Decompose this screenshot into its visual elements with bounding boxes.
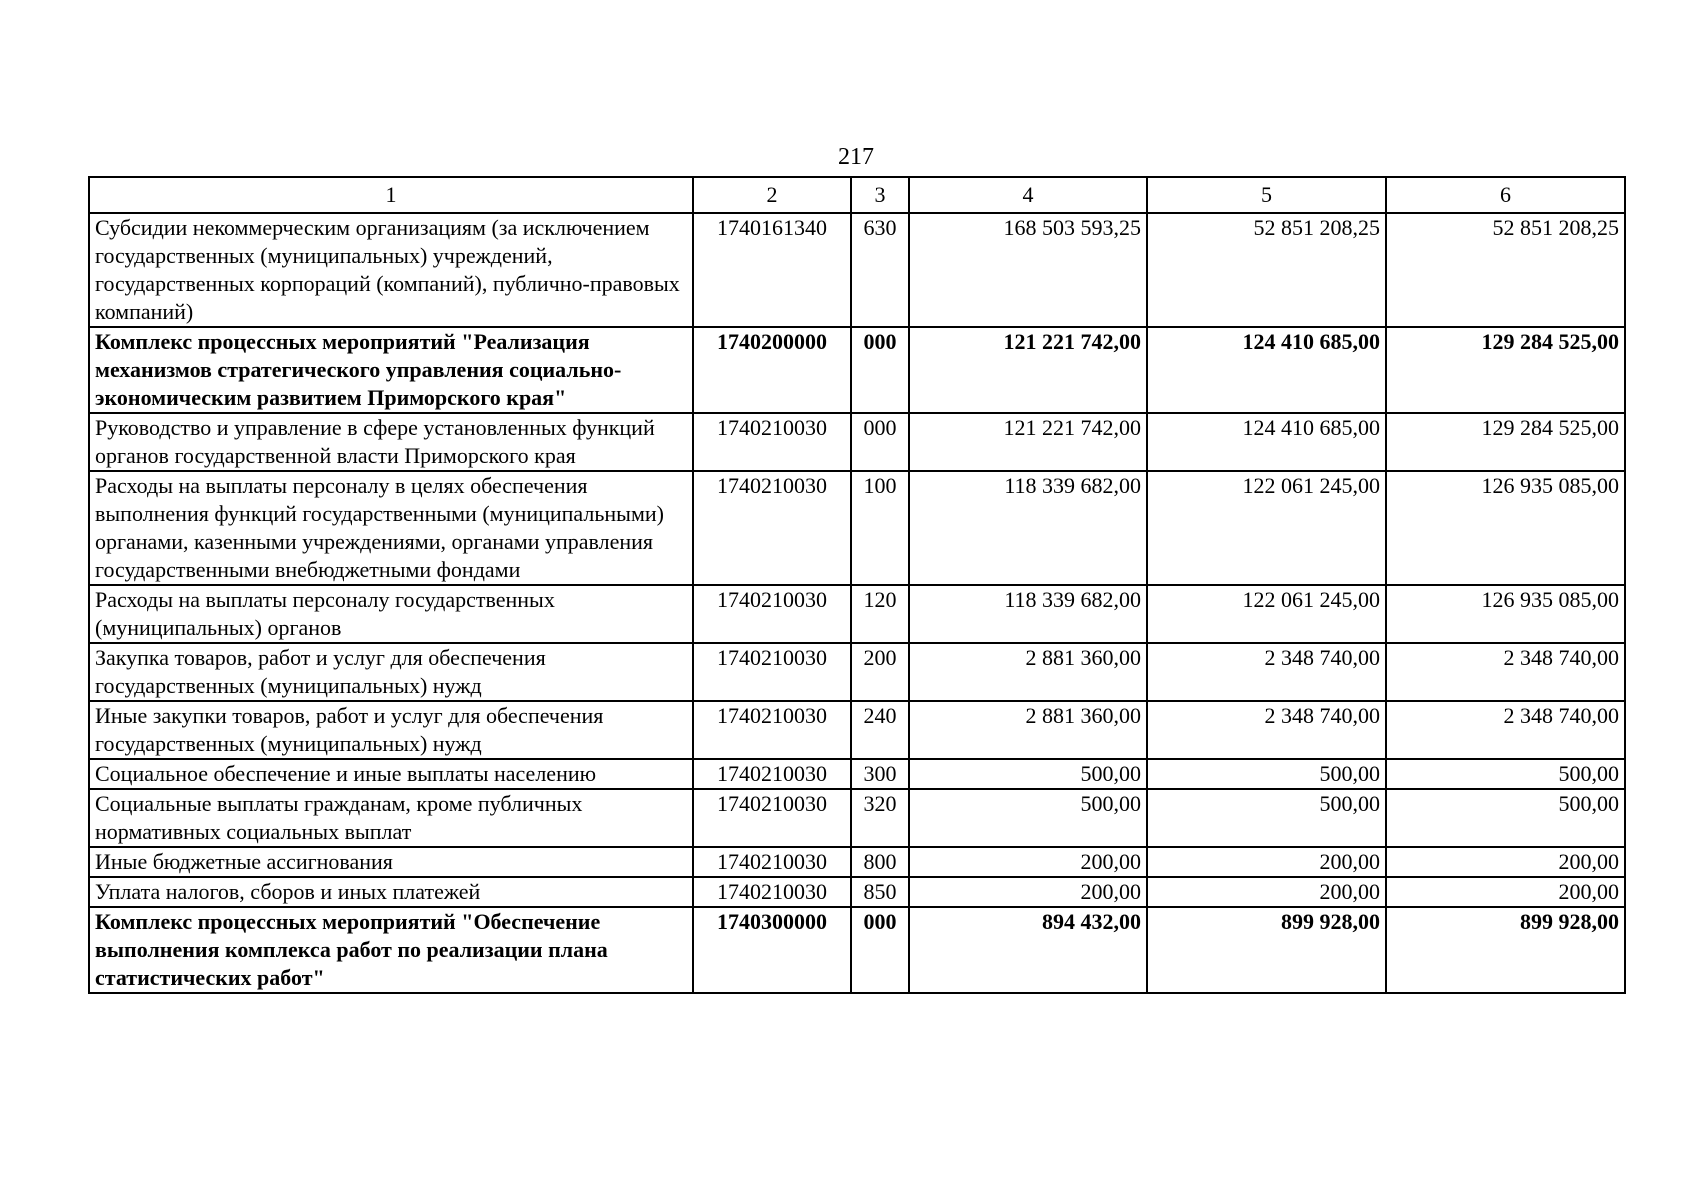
row-code-cell: 1740210030 — [693, 877, 851, 907]
row-value-col5-cell: 500,00 — [1147, 789, 1386, 847]
row-value-col6-cell: 899 928,00 — [1386, 907, 1625, 993]
table-row — [89, 877, 1625, 907]
row-value-col4-cell: 2 881 360,00 — [909, 701, 1147, 759]
row-code-cell: 1740210030 — [693, 789, 851, 847]
row-value-col6-cell: 200,00 — [1386, 847, 1625, 877]
row-value-col4-cell: 121 221 742,00 — [909, 327, 1147, 413]
row-type-cell: 240 — [851, 701, 909, 759]
row-value-col4-cell: 500,00 — [909, 759, 1147, 789]
row-code-cell: 1740300000 — [693, 907, 851, 993]
row-type-cell: 320 — [851, 789, 909, 847]
row-code-cell: 1740210030 — [693, 413, 851, 471]
row-name-cell: Комплекс процессных мероприятий "Обеспечение выполнения комплекса работ по реализации плана статистических работ" — [89, 907, 693, 993]
column-header: 4 — [909, 177, 1147, 213]
row-code-cell: 1740210030 — [693, 585, 851, 643]
row-value-col5-cell: 200,00 — [1147, 877, 1386, 907]
table-row — [89, 213, 1625, 327]
row-type-cell: 630 — [851, 213, 909, 327]
row-name-cell: Социальные выплаты гражданам, кроме публичных нормативных социальных выплат — [89, 789, 693, 847]
row-name-cell: Уплата налогов, сборов и иных платежей — [89, 877, 693, 907]
row-type-cell: 100 — [851, 471, 909, 585]
table-row — [89, 643, 1625, 701]
row-value-col6-cell: 52 851 208,25 — [1386, 213, 1625, 327]
table-row — [89, 585, 1625, 643]
budget-table — [88, 176, 1626, 994]
row-type-cell: 300 — [851, 759, 909, 789]
column-header: 5 — [1147, 177, 1386, 213]
table-row — [89, 907, 1625, 993]
row-name-cell: Руководство и управление в сфере установленных функций органов государственной власти Приморского края — [89, 413, 693, 471]
row-code-cell: 1740210030 — [693, 759, 851, 789]
row-name-cell: Расходы на выплаты персоналу государственных (муниципальных) органов — [89, 585, 693, 643]
table-body — [89, 213, 1625, 993]
column-header: 6 — [1386, 177, 1625, 213]
row-value-col5-cell: 2 348 740,00 — [1147, 643, 1386, 701]
page-number: 217 — [838, 144, 874, 170]
row-type-cell: 200 — [851, 643, 909, 701]
row-value-col6-cell: 126 935 085,00 — [1386, 471, 1625, 585]
column-header: 2 — [693, 177, 851, 213]
row-value-col4-cell: 200,00 — [909, 877, 1147, 907]
row-value-col5-cell: 2 348 740,00 — [1147, 701, 1386, 759]
row-code-cell: 1740161340 — [693, 213, 851, 327]
row-value-col5-cell: 124 410 685,00 — [1147, 327, 1386, 413]
row-name-cell: Расходы на выплаты персоналу в целях обеспечения выполнения функций государственными (муниципальными) органами, казенными учреждениями, органами управления государственными внебюджетными фондами — [89, 471, 693, 585]
row-code-cell: 1740210030 — [693, 643, 851, 701]
table-row — [89, 327, 1625, 413]
table-row — [89, 759, 1625, 789]
row-value-col4-cell: 121 221 742,00 — [909, 413, 1147, 471]
row-name-cell: Социальное обеспечение и иные выплаты населению — [89, 759, 693, 789]
header-row — [89, 177, 1625, 213]
row-type-cell: 120 — [851, 585, 909, 643]
row-value-col4-cell: 2 881 360,00 — [909, 643, 1147, 701]
row-code-cell: 1740200000 — [693, 327, 851, 413]
row-value-col5-cell: 899 928,00 — [1147, 907, 1386, 993]
row-value-col4-cell: 200,00 — [909, 847, 1147, 877]
row-value-col6-cell: 129 284 525,00 — [1386, 327, 1625, 413]
row-value-col5-cell: 500,00 — [1147, 759, 1386, 789]
table-row — [89, 847, 1625, 877]
row-name-cell: Субсидии некоммерческим организациям (за исключением государственных (муниципальных) учреждений, государственных корпораций (компаний), публично-правовых компаний) — [89, 213, 693, 327]
row-code-cell: 1740210030 — [693, 847, 851, 877]
row-value-col6-cell: 500,00 — [1386, 789, 1625, 847]
row-type-cell: 800 — [851, 847, 909, 877]
row-name-cell: Закупка товаров, работ и услуг для обеспечения государственных (муниципальных) нужд — [89, 643, 693, 701]
row-value-col5-cell: 200,00 — [1147, 847, 1386, 877]
row-type-cell: 850 — [851, 877, 909, 907]
row-value-col4-cell: 118 339 682,00 — [909, 585, 1147, 643]
row-value-col6-cell: 500,00 — [1386, 759, 1625, 789]
row-value-col4-cell: 168 503 593,25 — [909, 213, 1147, 327]
column-header: 3 — [851, 177, 909, 213]
row-value-col5-cell: 52 851 208,25 — [1147, 213, 1386, 327]
table-row — [89, 701, 1625, 759]
row-value-col6-cell: 126 935 085,00 — [1386, 585, 1625, 643]
row-type-cell: 000 — [851, 413, 909, 471]
row-value-col5-cell: 124 410 685,00 — [1147, 413, 1386, 471]
row-name-cell: Иные бюджетные ассигнования — [89, 847, 693, 877]
row-value-col5-cell: 122 061 245,00 — [1147, 585, 1386, 643]
row-value-col4-cell: 894 432,00 — [909, 907, 1147, 993]
row-name-cell: Иные закупки товаров, работ и услуг для обеспечения государственных (муниципальных) нужд — [89, 701, 693, 759]
row-value-col6-cell: 2 348 740,00 — [1386, 643, 1625, 701]
row-value-col4-cell: 118 339 682,00 — [909, 471, 1147, 585]
row-code-cell: 1740210030 — [693, 701, 851, 759]
row-value-col5-cell: 122 061 245,00 — [1147, 471, 1386, 585]
row-code-cell: 1740210030 — [693, 471, 851, 585]
row-value-col4-cell: 500,00 — [909, 789, 1147, 847]
table-row — [89, 413, 1625, 471]
row-value-col6-cell: 200,00 — [1386, 877, 1625, 907]
row-name-cell: Комплекс процессных мероприятий "Реализация механизмов стратегического управления социально-экономическим развитием Приморского края" — [89, 327, 693, 413]
row-value-col6-cell: 129 284 525,00 — [1386, 413, 1625, 471]
table-row — [89, 789, 1625, 847]
row-type-cell: 000 — [851, 907, 909, 993]
row-value-col6-cell: 2 348 740,00 — [1386, 701, 1625, 759]
table-header — [89, 177, 1625, 213]
table-row — [89, 471, 1625, 585]
column-header: 1 — [89, 177, 693, 213]
row-type-cell: 000 — [851, 327, 909, 413]
